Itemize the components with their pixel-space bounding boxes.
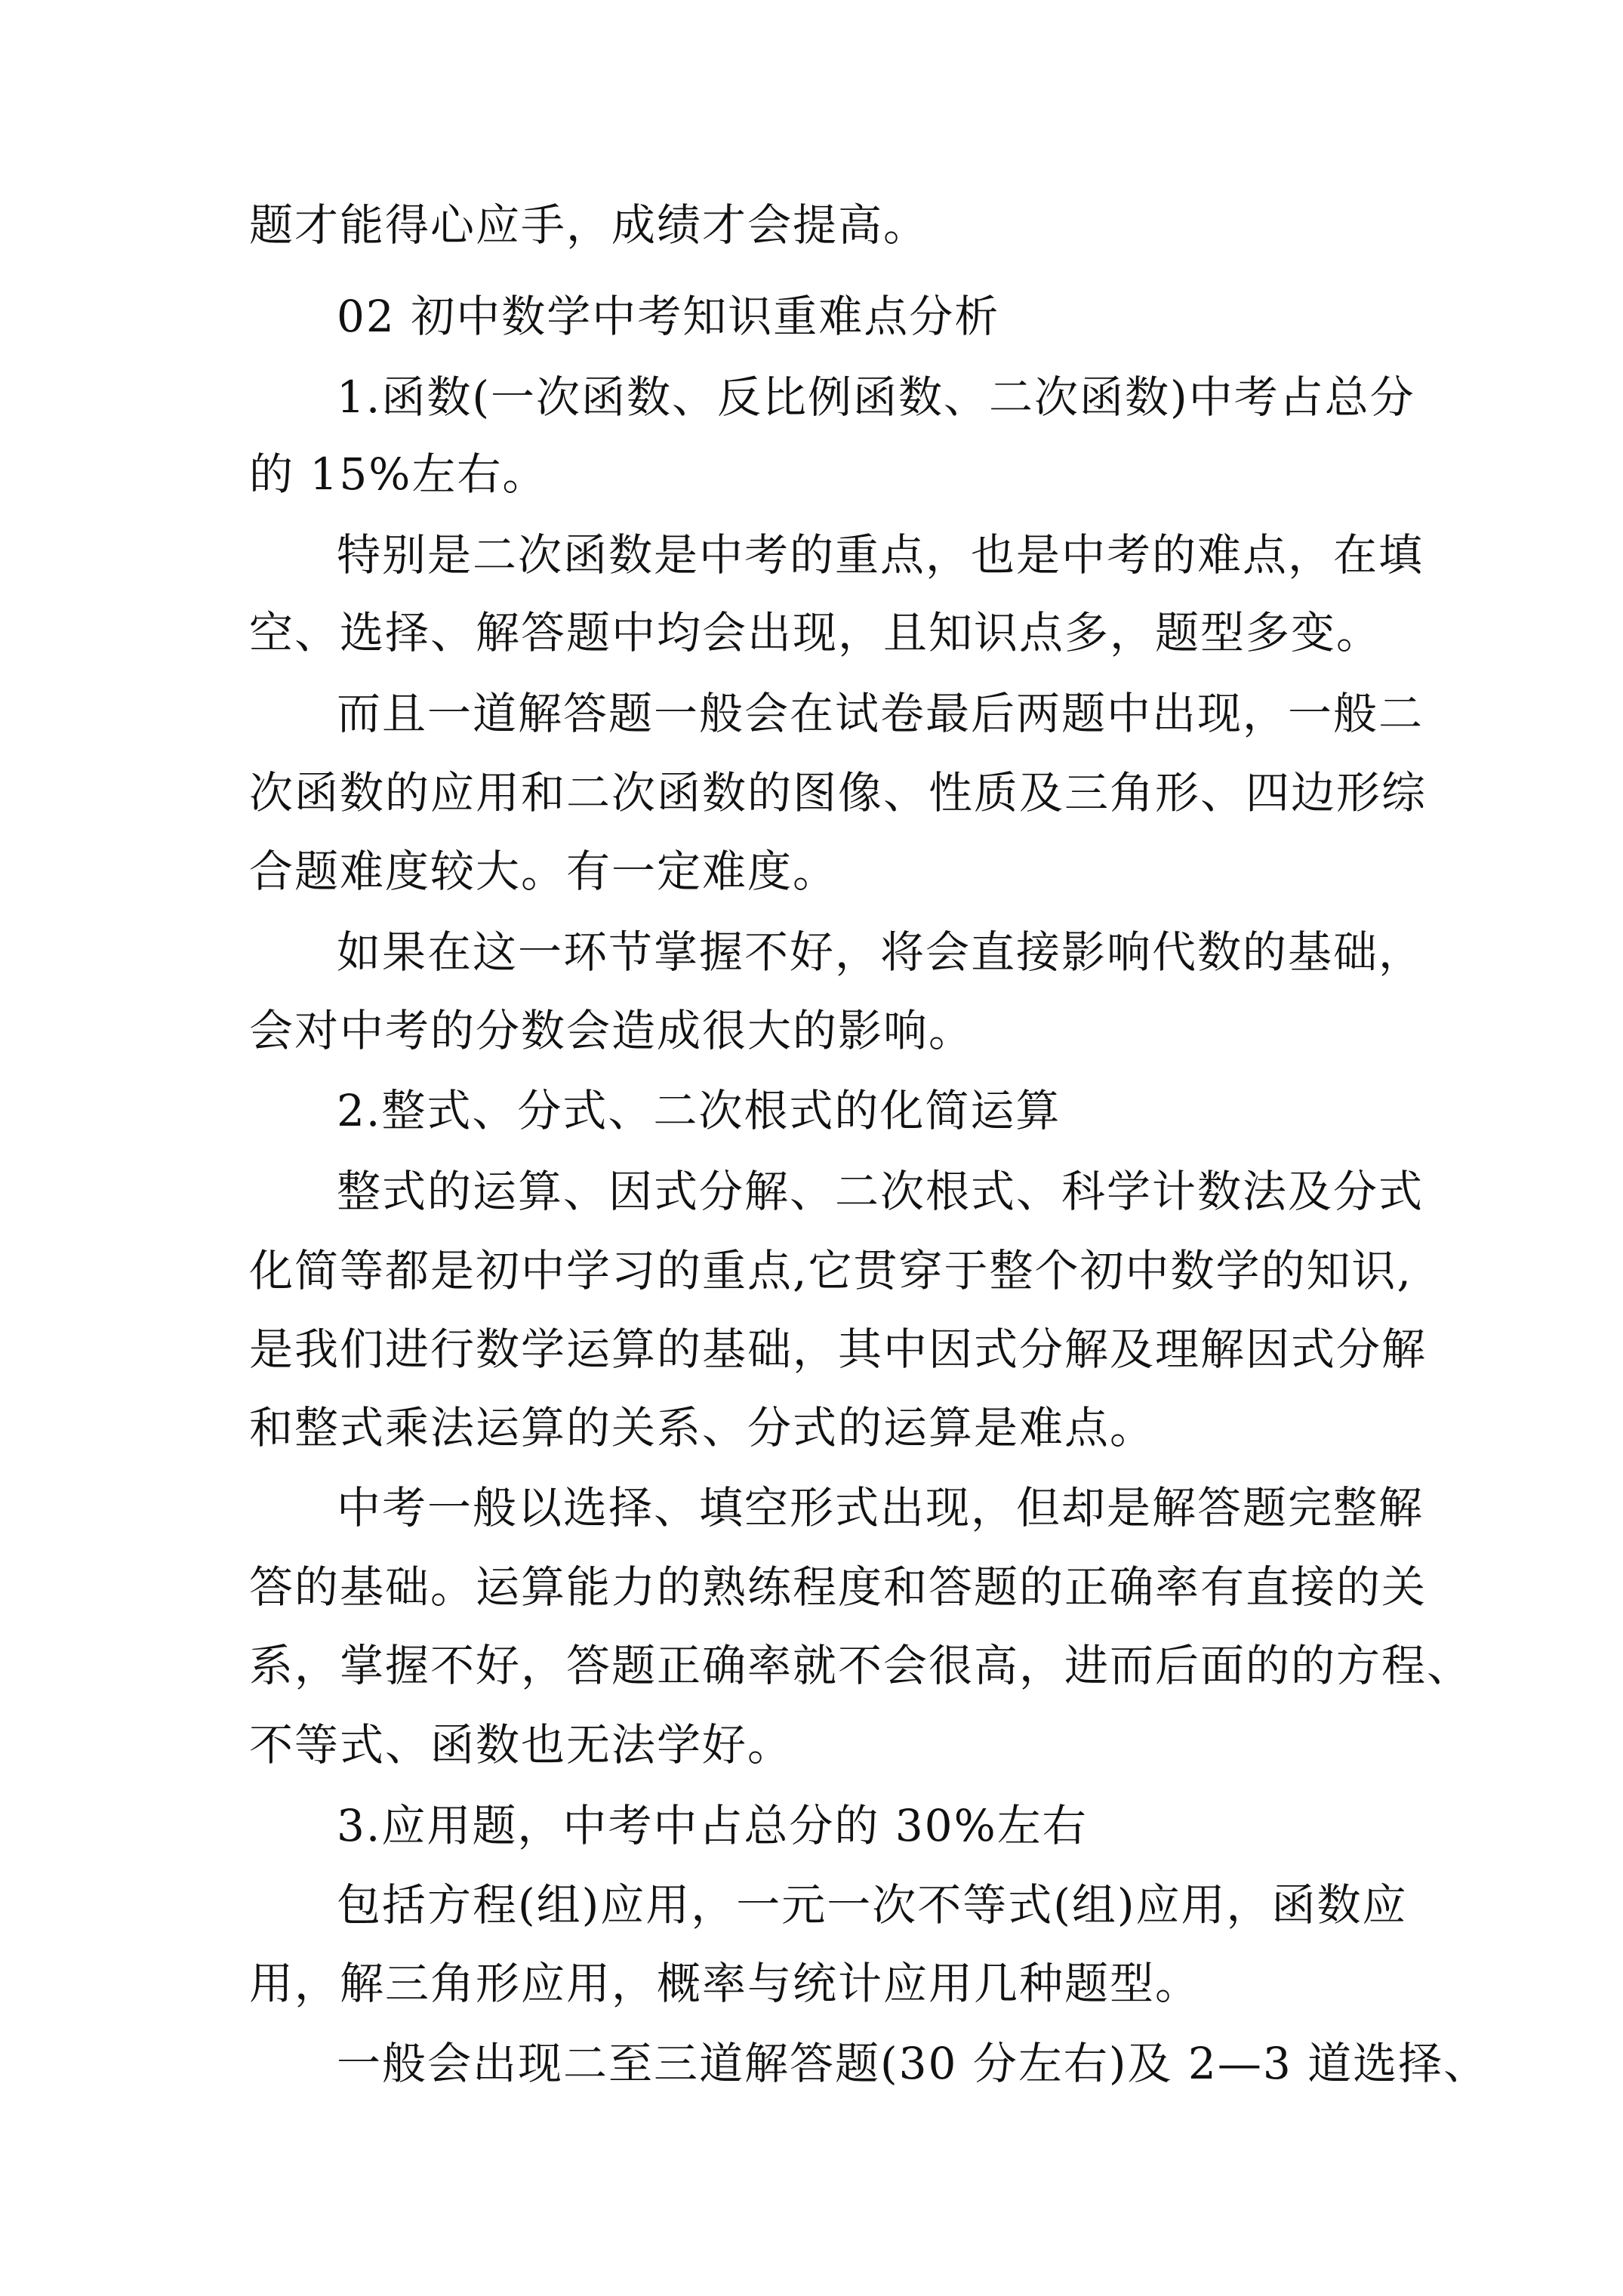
text-line: 而且一道解答题一般会在试卷最后两题中出现，一般二 — [337, 688, 1424, 739]
text-line: 特别是二次函数是中考的重点，也是中考的难点，在填 — [337, 529, 1424, 581]
list-heading: 1.函数(一次函数、反比例函数、二次函数)中考占总分 — [337, 371, 1415, 423]
text-line: 整式的运算、因式分解、二次根式、科学计数法及分式 — [337, 1166, 1424, 1217]
text-line: 答的基础。运算能力的熟练程度和答题的正确率有直接的关 — [249, 1561, 1427, 1613]
text-line: 如果在这一环节掌握不好，将会直接影响代数的基础， — [337, 926, 1424, 978]
text-line: 系，掌握不好，答题正确率就不会很高，进而后面的的方程、 — [249, 1640, 1473, 1691]
text-line: 次函数的应用和二次函数的图像、性质及三角形、四边形综 — [249, 767, 1427, 818]
text-line: 一般会出现二至三道解答题(30 分左右)及 2—3 道选择、 — [337, 2038, 1489, 2089]
list-heading: 2.整式、分式、二次根式的化简运算 — [337, 1085, 1061, 1136]
text-line: 会对中考的分数会造成很大的影响。 — [249, 1005, 975, 1056]
text-line: 空、选择、解答题中均会出现，且知识点多，题型多变。 — [249, 607, 1382, 658]
text-line: 题才能得心应手，成绩才会提高。 — [249, 199, 929, 251]
text-line: 用，解三角形应用，概率与统计应用几种题型。 — [249, 1958, 1201, 2009]
text-line: 包括方程(组)应用，一元一次不等式(组)应用，函数应 — [337, 1879, 1408, 1931]
text-line: 中考一般以选择、填空形式出现，但却是解答题完整解 — [337, 1482, 1424, 1533]
section-heading: 02 初中数学中考知识重难点分析 — [337, 291, 1000, 342]
text-line: 合题难度较大。有一定难度。 — [249, 846, 839, 897]
text-line: 是我们进行数学运算的基础，其中因式分解及理解因式分解 — [249, 1324, 1427, 1375]
text-line: 的 15%左右。 — [249, 448, 548, 500]
list-heading: 3.应用题，中考中占总分的 30%左右 — [337, 1800, 1088, 1851]
text-line: 不等式、函数也无法学好。 — [249, 1719, 793, 1771]
text-line: 和整式乘法运算的关系、分式的运算是难点。 — [249, 1402, 1156, 1453]
text-line: 化简等都是初中学习的重点,它贯穿于整个初中数学的知识, — [249, 1245, 1412, 1296]
